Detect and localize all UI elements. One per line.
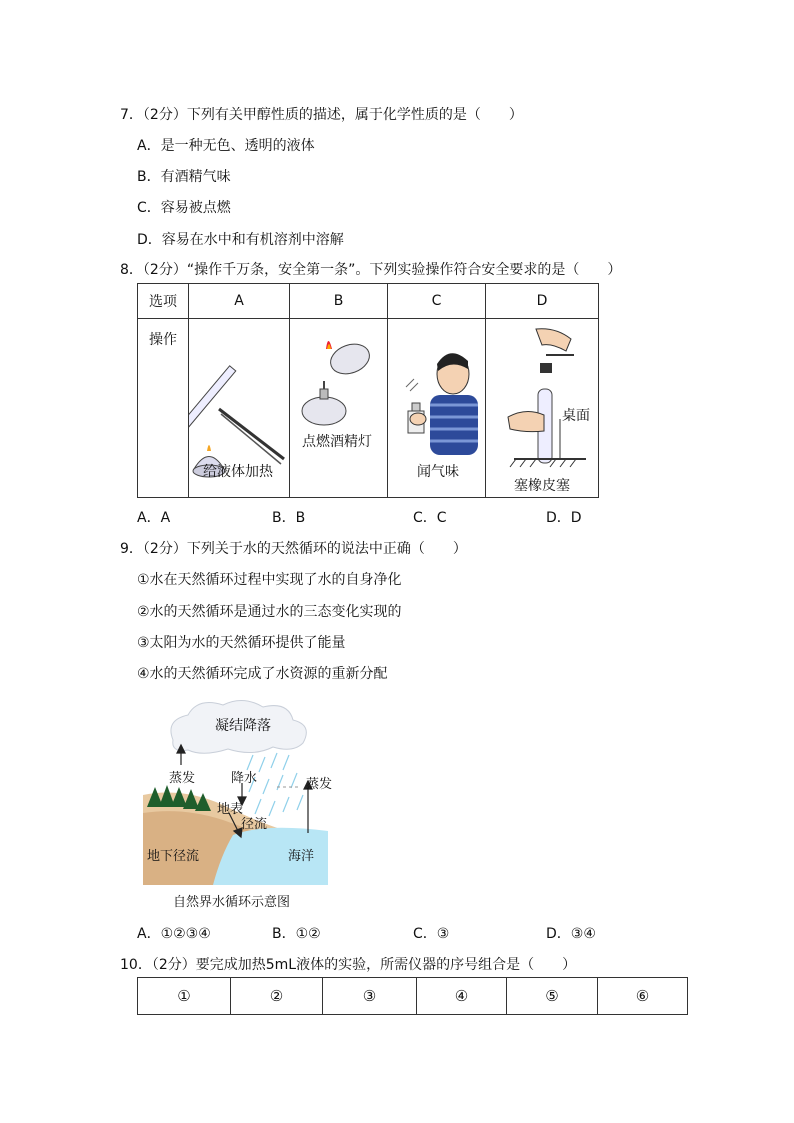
table-header-c: C (388, 284, 486, 319)
instrument-cell-1: ① (138, 978, 231, 1015)
q8-answer-b: B．B (272, 510, 306, 526)
label-condensation: 凝结降落 (215, 718, 271, 734)
lighting-lamp-illustration (290, 319, 387, 497)
table-header-d: D (486, 284, 599, 319)
q9-answer-a: A．①②③④ (137, 926, 211, 942)
cell-d-stopper (486, 319, 599, 498)
label-underground-runoff: 地下径流 (147, 849, 200, 864)
cell-b-lighting-lamp (290, 319, 388, 498)
q8-stem: 8．（2分）“操作千万条，安全第一条”。下列实验操作符合安全要求的是（ ） (120, 262, 622, 278)
q9-statement-1: ①水在天然循环过程中实现了水的自身净化 (137, 572, 402, 588)
label-runoff: 径流 (241, 817, 268, 832)
q9-answer-d: D．③④ (546, 926, 596, 942)
q10-stem: 10．（2分）要完成加热5mL液体的实验，所需仪器的序号组合是（ ） (120, 957, 577, 973)
desk-label: 桌面 (562, 408, 590, 424)
table-row-label: 操作 (138, 319, 189, 498)
instrument-cell-6: ⑥ (598, 978, 688, 1015)
label-surface: 地表 (217, 802, 244, 817)
q7-option-b: B．有酒精气味 (137, 169, 231, 185)
table-header-a: A (189, 284, 290, 319)
label-ocean: 海洋 (288, 849, 315, 864)
q8-answer-a: A．A (137, 510, 171, 526)
q8-operations-table (137, 283, 599, 498)
caption-d: 塞橡皮塞 (514, 478, 570, 494)
q9-stem: 9．（2分）下列关于水的天然循环的说法中正确（ ） (120, 541, 467, 557)
q9-answer-c: C．③ (413, 926, 450, 942)
q7-option-d: D．容易在水中和有机溶剂中溶解 (137, 232, 344, 248)
label-precipitation: 降水 (231, 771, 258, 786)
cell-c-smelling (388, 319, 486, 498)
table-header-b: B (290, 284, 388, 319)
q9-statement-3: ③太阳为水的天然循环提供了能量 (137, 635, 346, 651)
q8-answer-d: D．D (546, 510, 582, 526)
q9-answer-b: B．①② (272, 926, 321, 942)
q7-option-c: C．容易被点燃 (137, 200, 231, 216)
caption-c: 闻气味 (417, 464, 459, 480)
label-evaporation-right: 蒸发 (306, 777, 333, 792)
q9-statement-2: ②水的天然循环是通过水的三态变化实现的 (137, 604, 402, 620)
q9-statement-4: ④水的天然循环完成了水资源的重新分配 (137, 666, 388, 682)
instrument-cell-4: ④ (417, 978, 507, 1015)
label-evaporation-left: 蒸发 (169, 771, 196, 786)
instrument-cell-3: ③ (323, 978, 417, 1015)
q7-stem: 7．（2分）下列有关甲醇性质的描述，属于化学性质的是（ ） (120, 107, 523, 123)
figure-caption: 自然界水循环示意图 (173, 895, 291, 910)
cell-a-heating-liquid (189, 319, 290, 498)
q10-instrument-table (137, 977, 688, 1015)
q7-option-a: A．是一种无色、透明的液体 (137, 138, 315, 154)
water-cycle-figure (143, 695, 333, 885)
instrument-cell-2: ② (231, 978, 323, 1015)
instrument-cell-5: ⑤ (507, 978, 598, 1015)
caption-a: 给液体加热 (203, 464, 273, 480)
caption-b: 点燃酒精灯 (302, 434, 372, 450)
q8-answer-c: C．C (413, 510, 447, 526)
table-header-label: 选项 (138, 284, 189, 319)
